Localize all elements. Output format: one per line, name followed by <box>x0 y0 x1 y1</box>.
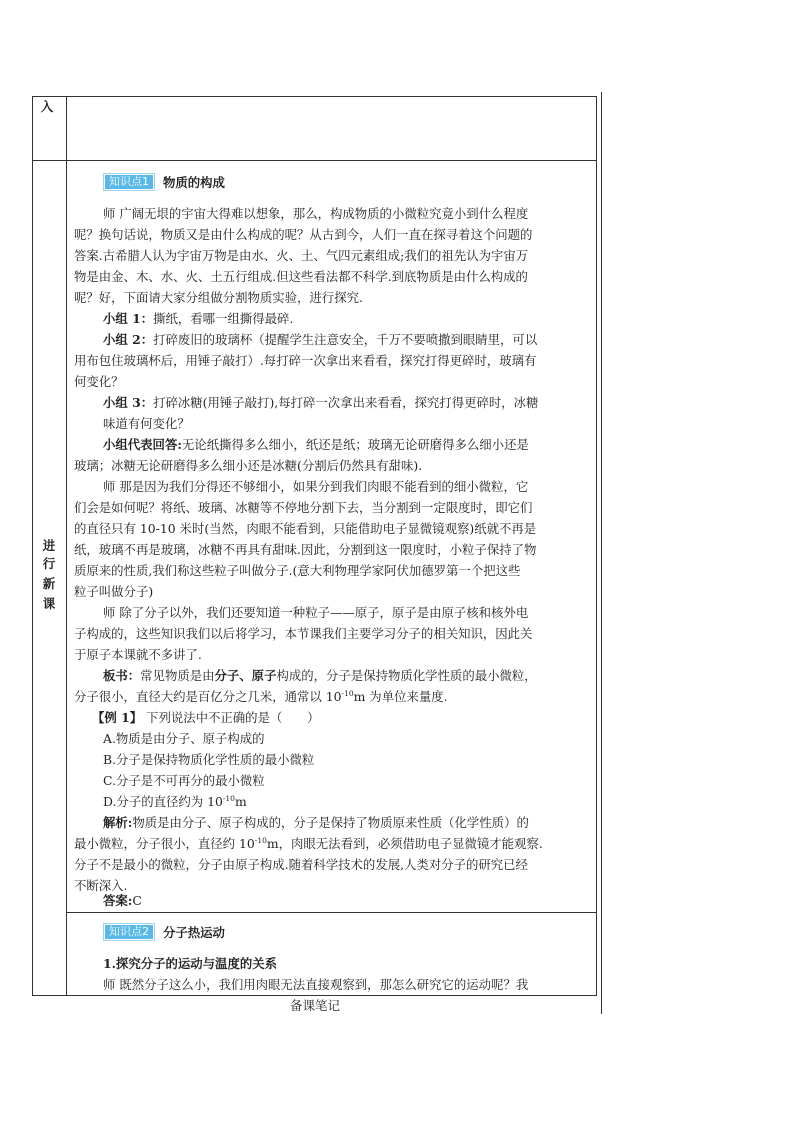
group-2-text-1: 打碎废旧的玻璃杯（提醒学生注意安全，千万不要喷撒到眼睛里，可以 <box>153 332 538 347</box>
section-label-char-2: 行 <box>42 556 56 571</box>
analysis-exponent: -10 <box>254 836 267 845</box>
inner-divider <box>66 912 596 913</box>
table-column-divider <box>66 96 67 996</box>
analysis-line-2 <box>74 836 543 854</box>
example-1-question <box>92 710 320 726</box>
footer-notes-label: 备课笔记 <box>290 998 341 1013</box>
group-1-label: 小组 1： <box>103 311 154 326</box>
group-3-label: 小组 3： <box>103 395 154 410</box>
table-top-border <box>32 96 596 97</box>
section-label-char-3: 新 <box>42 576 56 591</box>
group-2-line-1 <box>103 332 537 348</box>
representative-answer-line-2: 玻璃；冰糖无论研磨得多么细小还是冰糖(分割后仍然具有甜味). <box>74 458 423 473</box>
example-1-question-text: 下列说法中不正确的是（ ） <box>142 710 320 725</box>
analysis-line-2-pre: 最小微粒，分子很小，直径约 10 <box>74 836 255 851</box>
representative-answer-line-1 <box>103 437 529 453</box>
para1-line-1: 师 广阔无垠的宇宙大得难以想象，那么，构成物质的小微粒究竟小到什么程度 <box>103 206 529 221</box>
para4-line-1: 师 既然分子这么小，我们用肉眼无法直接观察到，那怎么研究它的运动呢？我 <box>103 977 529 992</box>
table-left-border <box>32 96 33 996</box>
group-3-line-1 <box>103 395 538 411</box>
board-notes-post: 构成的，分子是保持物质化学性质的最小微粒， <box>276 668 537 683</box>
notes-column-border <box>601 92 602 1014</box>
para2-line-3: 的直径只有 10-10 米时(当然，肉眼不能看到，只能借助电子显微镜观察)纸就不再是 <box>74 521 537 536</box>
analysis-line-2-post: m，肉眼无法看到，必须借助电子显微镜才能观察. <box>266 836 543 851</box>
group-2-line-3: 何变化？ <box>74 374 124 389</box>
analysis-text-1: 物质是由分子、原子构成的，分子是保持了物质原来性质（化学性质）的 <box>132 815 529 830</box>
para3-line-1: 师 除了分子以外，我们还要知道一种粒子——原子，原子是由原子核和核外电 <box>103 605 529 620</box>
answer-line <box>103 893 142 909</box>
analysis-line-4: 不断深入. <box>74 878 128 893</box>
knowledge-point-2-title: 分子热运动 <box>163 925 225 940</box>
para3-line-2: 子构成的，这些知识我们以后将学习，本节课我们主要学习分子的相关知识，因此关 <box>74 626 533 641</box>
analysis-line-3: 分子不是最小的微粒，分子由原子构成.随着科学技术的发展,人类对分子的研究已经 <box>74 857 528 872</box>
para2-line-2: 们会是如何呢？将纸、玻璃、冰糖等不停地分割下去，当分割到一定限度时，即它们 <box>74 500 533 515</box>
para1-line-4: 物是由金、木、水、火、土五行组成.但这些看法都不科学.到底物质是由什么构成的 <box>74 269 528 284</box>
row-label-top: 入 <box>40 99 54 114</box>
board-notes-label: 板书： <box>103 668 141 683</box>
board-notes-line-2a: 分子很小，直径大约是百亿分之几米，通常以 10 <box>74 689 342 704</box>
representative-label: 小组代表回答: <box>103 437 182 452</box>
example-1-label: 【例 1】 <box>92 710 143 725</box>
knowledge-point-1-badge: 知识点1 <box>103 173 155 191</box>
para2-line-6: 粒子叫做分子) <box>74 584 154 599</box>
para1-line-2: 呢？换句话说，物质又是由什么构成的呢？从古到今，人们一直在探寻着这个问题的 <box>74 227 533 242</box>
analysis-label: 解析: <box>103 815 133 830</box>
para1-line-5: 呢？好，下面请大家分组做分割物质实验，进行探究. <box>74 290 363 305</box>
para2-line-1: 师 那是因为我们分得还不够细小，如果分到我们肉眼不能看到的细小微粒，它 <box>103 479 529 494</box>
section-label-char-4: 课 <box>42 596 56 611</box>
group-2-line-2: 用布包住玻璃杯后，用锤子敲打）.每打碎一次拿出来看看，探究打得更碎时，玻璃有 <box>74 353 537 368</box>
representative-text-1: 无论纸撕得多么细小，纸还是纸；玻璃无论研磨得多么细小还是 <box>181 437 529 452</box>
para3-line-3: 于原子本课就不多讲了. <box>74 647 202 662</box>
board-notes-line-1 <box>103 668 537 684</box>
row-divider <box>32 160 596 161</box>
answer-label: 答案: <box>103 893 133 908</box>
board-notes-exponent: -10 <box>341 689 354 698</box>
example-option-d <box>103 794 247 812</box>
knowledge-point-1-title: 物质的构成 <box>163 175 225 190</box>
para2-line-4: 纸，玻璃不再是玻璃，冰糖不再具有甜味.因此，分割到这一限度时，小粒子保持了物 <box>74 542 537 557</box>
group-3-line-2: 味道有何变化？ <box>103 416 190 431</box>
example-option-a: A.物质是由分子、原子构成的 <box>103 731 265 746</box>
answer-value: C <box>132 893 142 908</box>
table-bottom-border <box>32 995 596 996</box>
board-notes-pre: 常见物质是由 <box>140 668 215 683</box>
group-1-line <box>103 311 293 327</box>
example-option-d-post: m <box>234 794 247 809</box>
knowledge-point-2-badge: 知识点2 <box>103 923 155 941</box>
example-option-b: B.分子是保持物质化学性质的最小微粒 <box>103 752 315 767</box>
section-label-char-1: 进 <box>42 538 56 553</box>
example-option-c: C.分子是不可再分的最小微粒 <box>103 773 265 788</box>
example-option-d-exponent: -10 <box>222 794 235 803</box>
subsection-1-heading: 1.探究分子的运动与温度的关系 <box>103 956 278 971</box>
board-notes-line-2 <box>74 689 448 707</box>
group-1-text: 撕纸，看哪一组撕得最碎. <box>153 311 294 326</box>
group-3-text-1: 打碎冰糖(用锤子敲打),每打碎一次拿出来看看，探究打得更碎时，冰糖 <box>153 395 539 410</box>
board-notes-line-2b: m 为单位来量度. <box>353 689 448 704</box>
table-right-border <box>596 96 597 996</box>
board-notes-bold: 分子、原子 <box>214 668 277 683</box>
group-2-label: 小组 2： <box>103 332 154 347</box>
example-option-d-pre: D.分子的直径约为 10 <box>103 794 223 809</box>
para2-line-5: 质原来的性质,我们称这些粒子叫做分子.(意大利物理学家阿伏加德罗第一个把这些 <box>74 563 521 578</box>
analysis-line-1 <box>103 815 529 831</box>
para1-line-3: 答案.古希腊人认为宇宙万物是由水、火、土、气四元素组成;我们的祖先认为宇宙万 <box>74 248 529 263</box>
